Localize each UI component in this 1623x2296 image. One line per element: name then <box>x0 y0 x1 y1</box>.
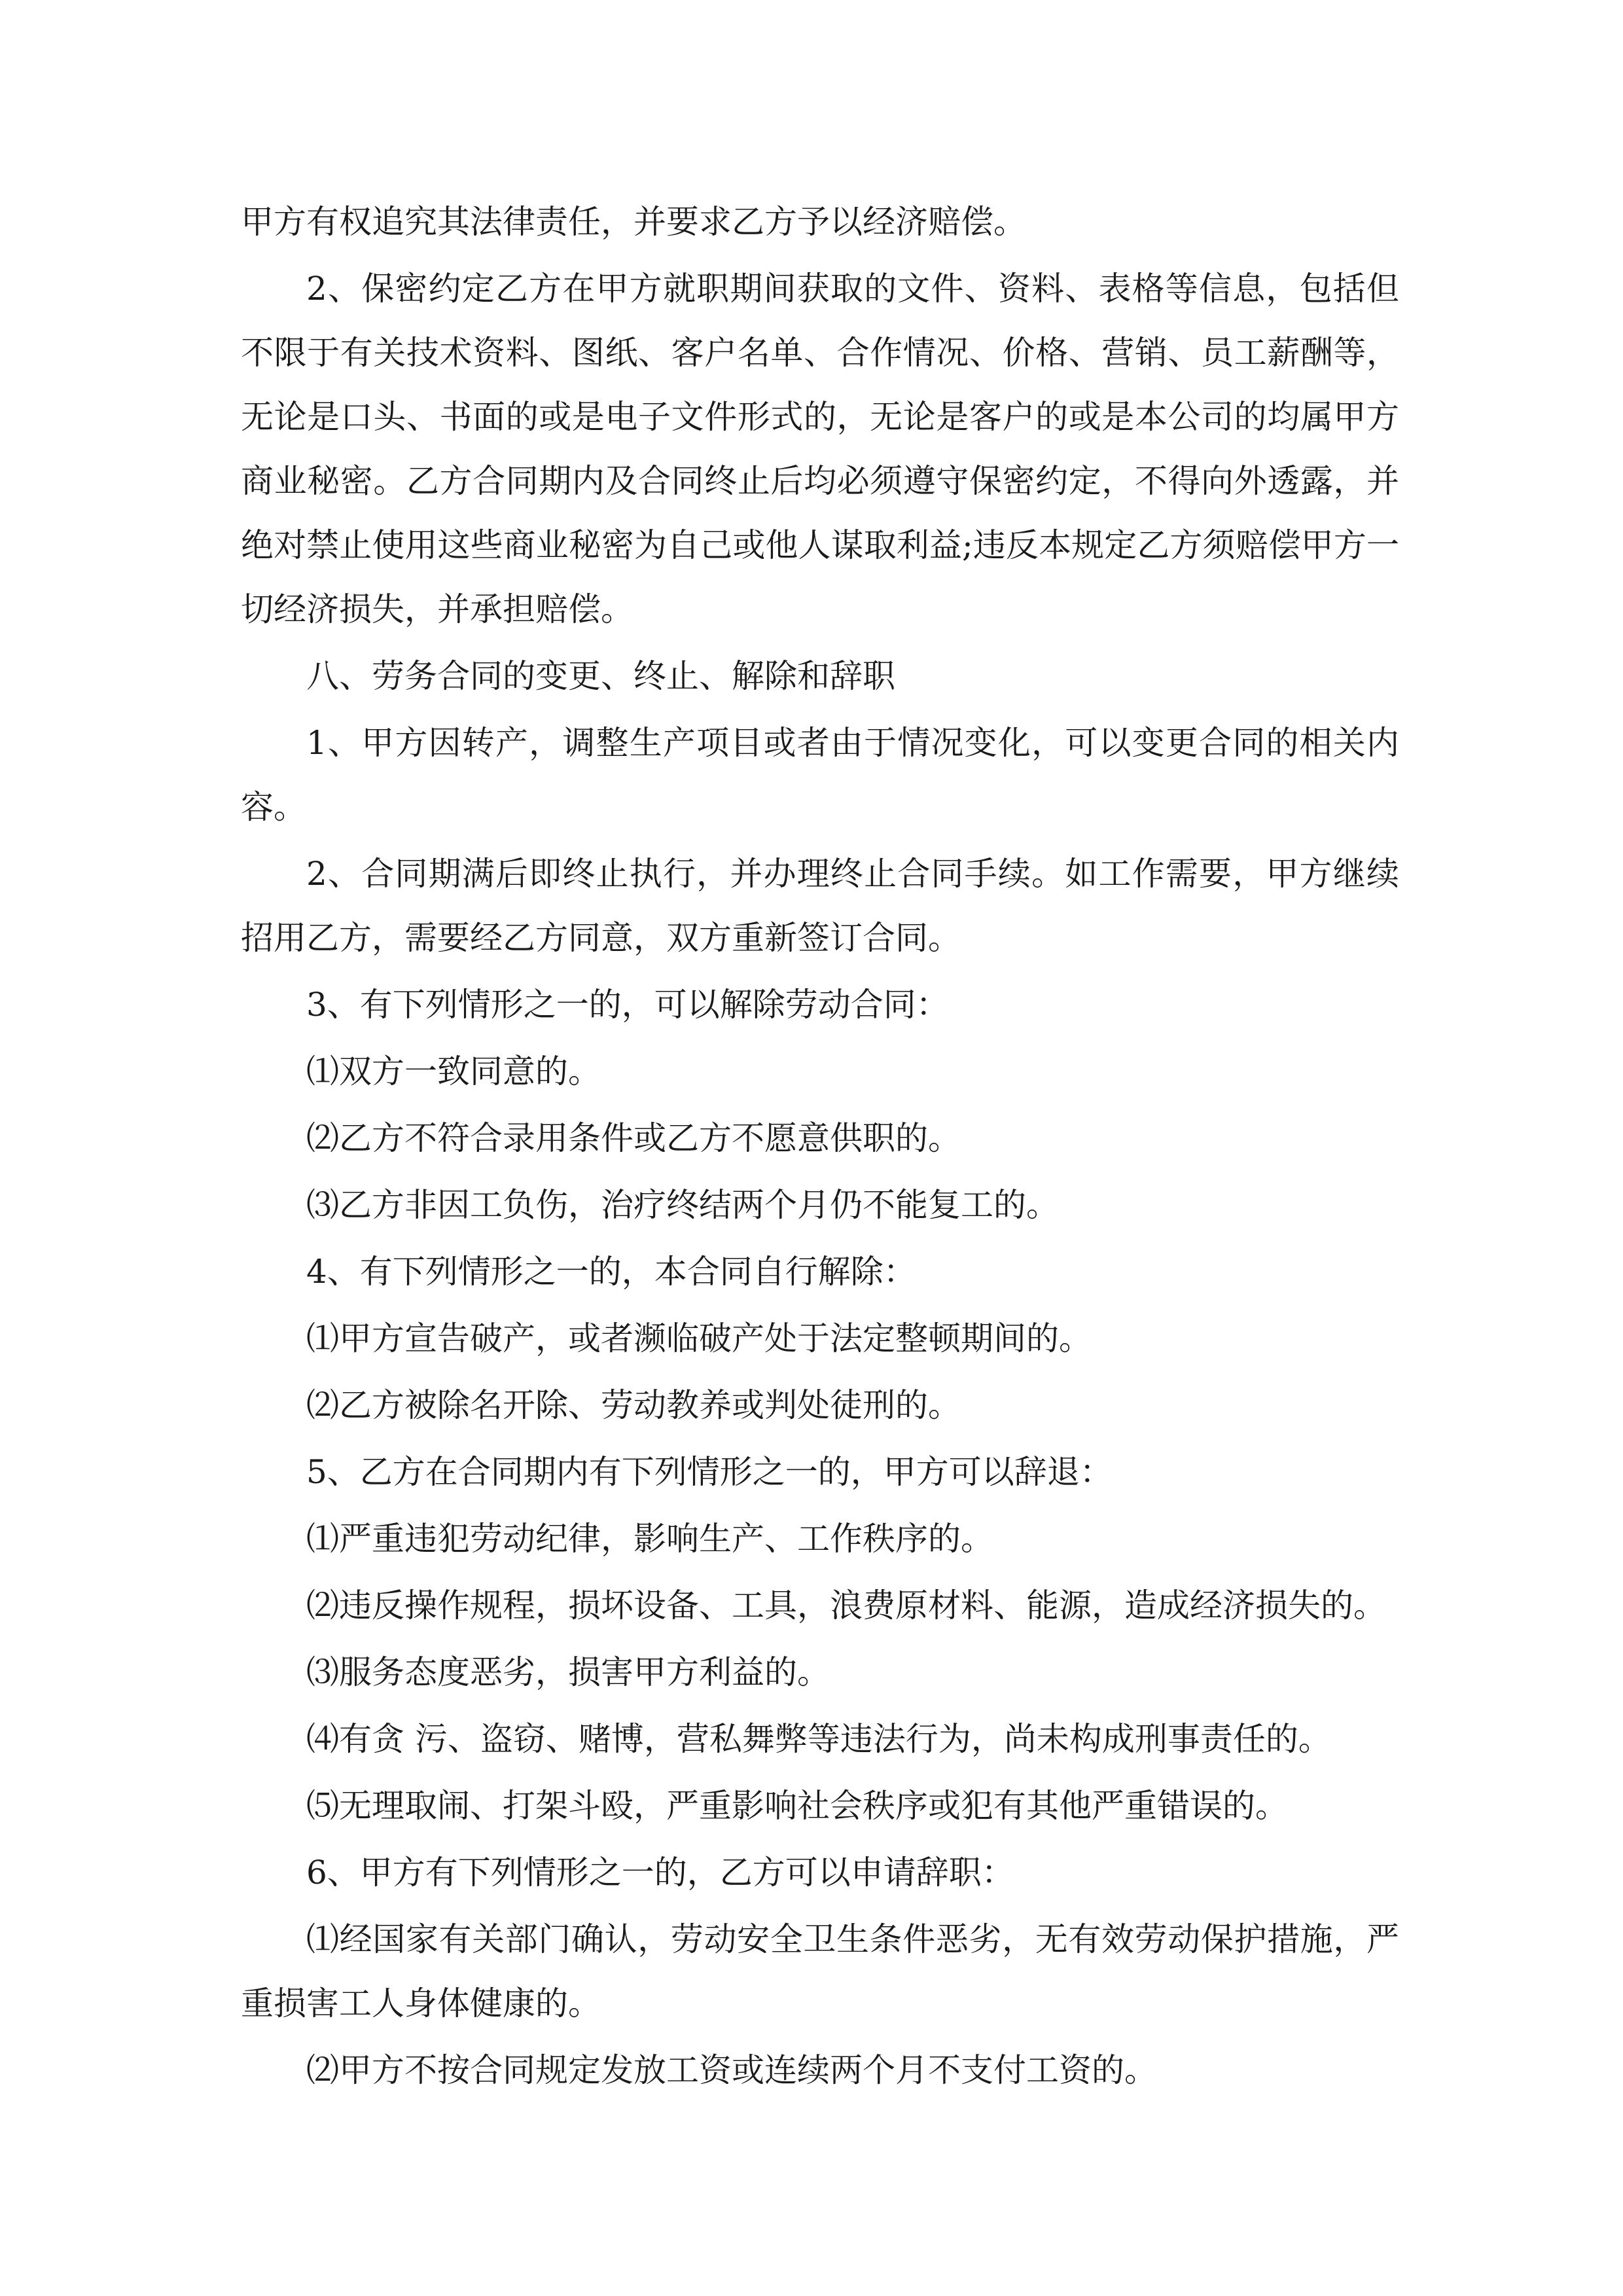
paragraph: 3、有下列情形之一的，可以解除劳动合同： <box>306 986 949 1024</box>
list-item: ⑵乙方被除名开除、劳动教养或判处徒刑的。 <box>306 1386 961 1424</box>
section-heading: 八、劳务合同的变更、终止、解除和辞职 <box>306 657 895 695</box>
paragraph: 2、保密约定乙方在甲方就职期间获取的文件、资料、表格等信息，包括但不限于有关技术资料、图纸、客户名单、合作情况、价格、营销、员工薪酬等，无论是口头、书面的或是电子文件形式的，无论是客户的或是本公司的均属甲方商业秘密。乙方合同期内及合同终止后均必须遵守保密约定，不得向外透露，并绝对禁止使用这些商业秘密为自己或他人谋取利益;违反本规定乙方须赔偿甲方一切经济损失，并承担赔偿。 <box>241 270 1399 628</box>
list-item: ⑷有贪 污、盗窃、赌博，营私舞弊等违法行为，尚未构成刑事责任的。 <box>306 1720 1331 1758</box>
list-item: ⑴双方一致同意的。 <box>306 1052 601 1090</box>
list-item: ⑵乙方不符合录用条件或乙方不愿意供职的。 <box>306 1119 961 1157</box>
list-item: ⑸无理取闹、打架斗殴，严重影响社会秩序或犯有其他严重错误的。 <box>306 1787 1288 1825</box>
paragraph: 5、乙方在合同期内有下列情形之一的，甲方可以辞退： <box>306 1453 1113 1491</box>
paragraph: 1、甲方因转产，调整生产项目或者由于情况变化，可以变更合同的相关内容。 <box>241 724 1399 826</box>
list-item: ⑴严重违犯劳动纪律，影响生产、工作秩序的。 <box>306 1520 993 1558</box>
list-item: ⑴甲方宣告破产，或者濒临破产处于法定整顿期间的。 <box>306 1319 1092 1357</box>
paragraph: 4、有下列情形之一的，本合同自行解除： <box>306 1253 916 1291</box>
paragraph: 甲方有权追究其法律责任，并要求乙方予以经济赔偿。 <box>241 203 1026 241</box>
list-item: ⑵违反操作规程，损坏设备、工具，浪费原材料、能源，造成经济损失的。 <box>306 1587 1386 1624</box>
list-item: ⑶乙方非因工负伤，治疗终结两个月仍不能复工的。 <box>306 1186 1059 1224</box>
paragraph: 6、甲方有下列情形之一的，乙方可以申请辞职： <box>306 1854 1014 1892</box>
document-body <box>241 190 1399 2102</box>
list-item: ⑵甲方不按合同规定发放工资或连续两个月不支付工资的。 <box>306 2051 1157 2089</box>
paragraph: 2、合同期满后即终止执行，并办理终止合同手续。如工作需要，甲方继续招用乙方，需要经乙方同意，双方重新签订合同。 <box>241 855 1399 957</box>
list-item: ⑶服务态度恶劣，损害甲方利益的。 <box>306 1653 830 1691</box>
list-item: ⑴经国家有关部门确认，劳动安全卫生条件恶劣，无有效劳动保护措施，严重损害工人身体健康的。 <box>241 1920 1399 2022</box>
